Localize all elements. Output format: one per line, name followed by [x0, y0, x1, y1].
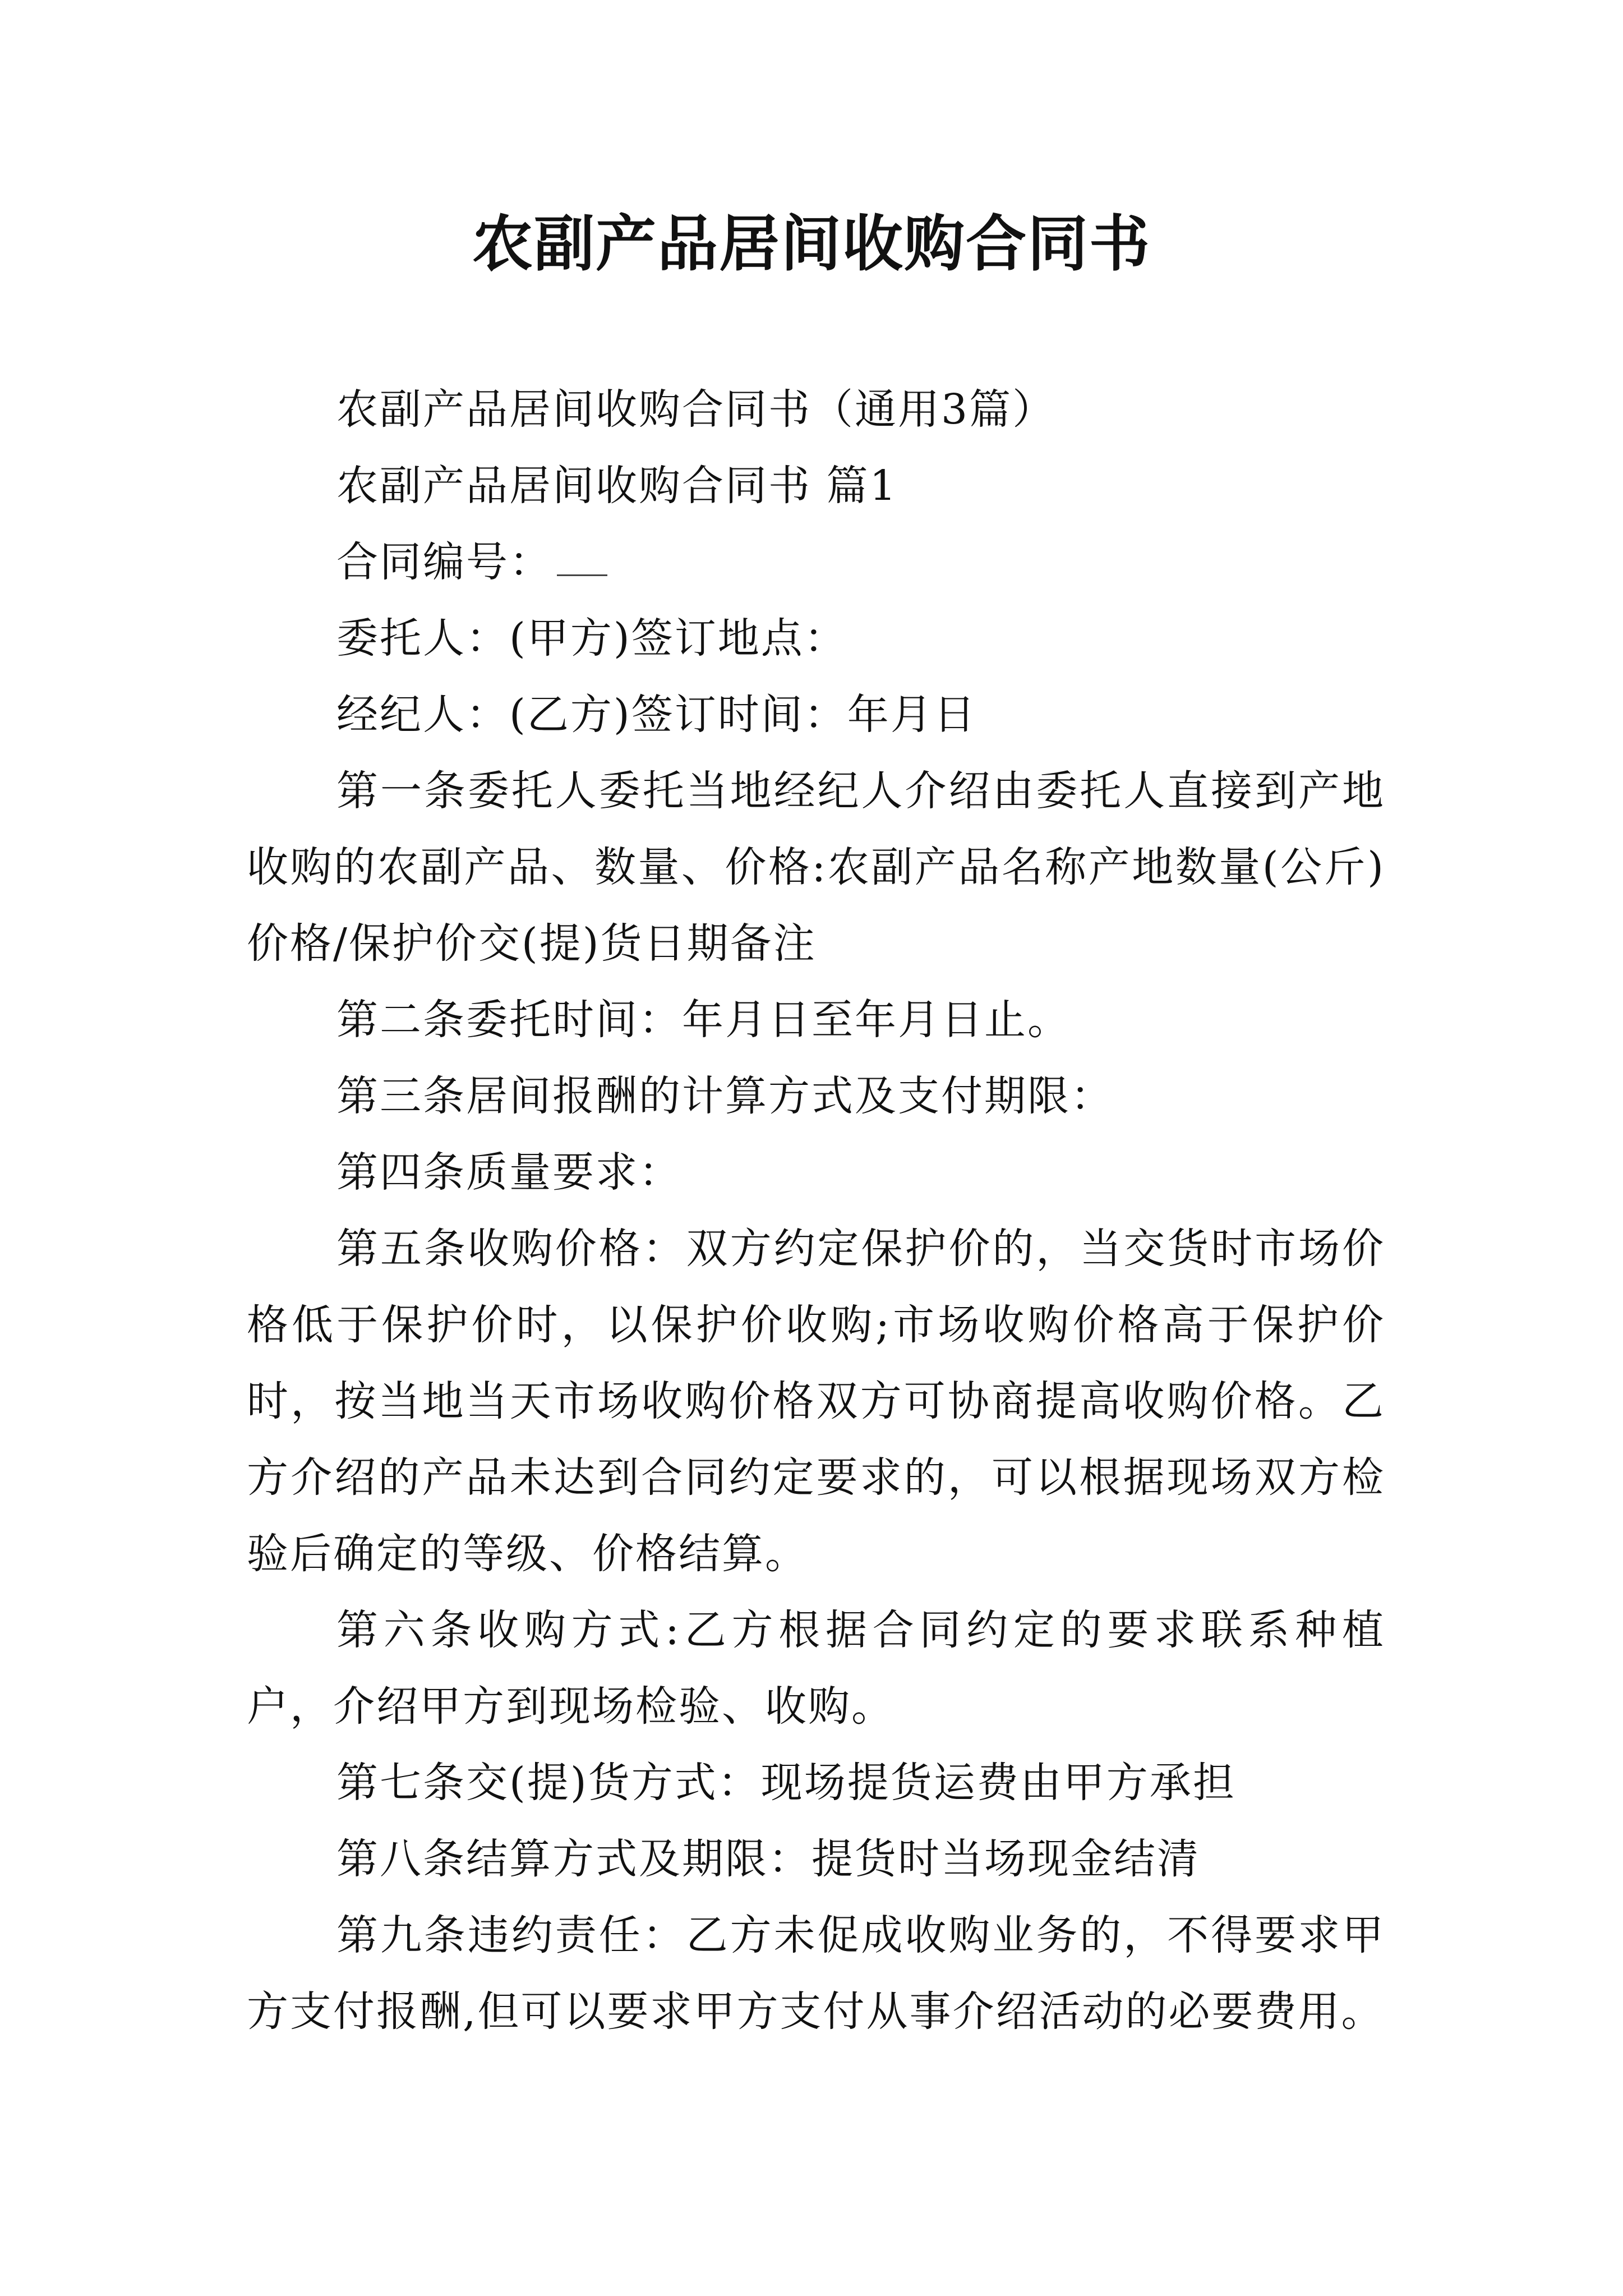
paragraph-article-5: 第五条收购价格：双方约定保护价的，当交货时市场价格低于保护价时，以保护价收购;市场收购价格高于保护价时，按当地当天市场收购价格双方可协商提高收购价格。乙方介绍的产品未达到合同约定要求的，可以根据现场双方检验后确定的等级、价格结算。 [247, 1225, 1385, 1578]
paragraph-contract-number [247, 524, 1385, 600]
paragraph-article-2: 第二条委托时间：年月日至年月日止。 [336, 996, 1071, 1044]
paragraph-broker: 经纪人：(乙方)签订时间：年月日 [336, 691, 977, 739]
paragraph-article-9: 第九条违约责任：乙方未促成收购业务的，不得要求甲方支付报酬,但可以要求甲方支付从事介绍活动的必要费用。 [247, 1911, 1385, 2036]
paragraph-article-8: 第八条结算方式及期限：提货时当场现金结清 [336, 1835, 1200, 1883]
contract-number-blank [557, 541, 607, 576]
paragraph-article-7: 第七条交(提)货方式：现场提货运费由甲方承担 [336, 1759, 1236, 1807]
document-title: 农副产品居间收购合同书 [472, 209, 1151, 279]
paragraph-subtitle: 农副产品居间收购合同书（通用3篇） [336, 385, 1056, 434]
paragraph-principal: 委托人：(甲方)签订地点： [336, 614, 847, 662]
paragraph-article-1: 第一条委托人委托当地经纪人介绍由委托人直接到产地收购的农副产品、数量、价格:农副产品名称产地数量(公斤)价格/保护价交(提)货日期备注 [247, 767, 1385, 968]
paragraph-part-heading: 农副产品居间收购合同书 篇1 [336, 462, 898, 510]
document-body [247, 371, 1385, 2050]
paragraph-article-3: 第三条居间报酬的计算方式及支付期限： [336, 1072, 1114, 1120]
paragraph-article-6: 第六条收购方式:乙方根据合同约定的要求联系种植户，介绍甲方到现场检验、收购。 [247, 1606, 1385, 1731]
paragraph-article-4: 第四条质量要求： [336, 1148, 682, 1197]
contract-number-label: 合同编号： [336, 538, 552, 586]
